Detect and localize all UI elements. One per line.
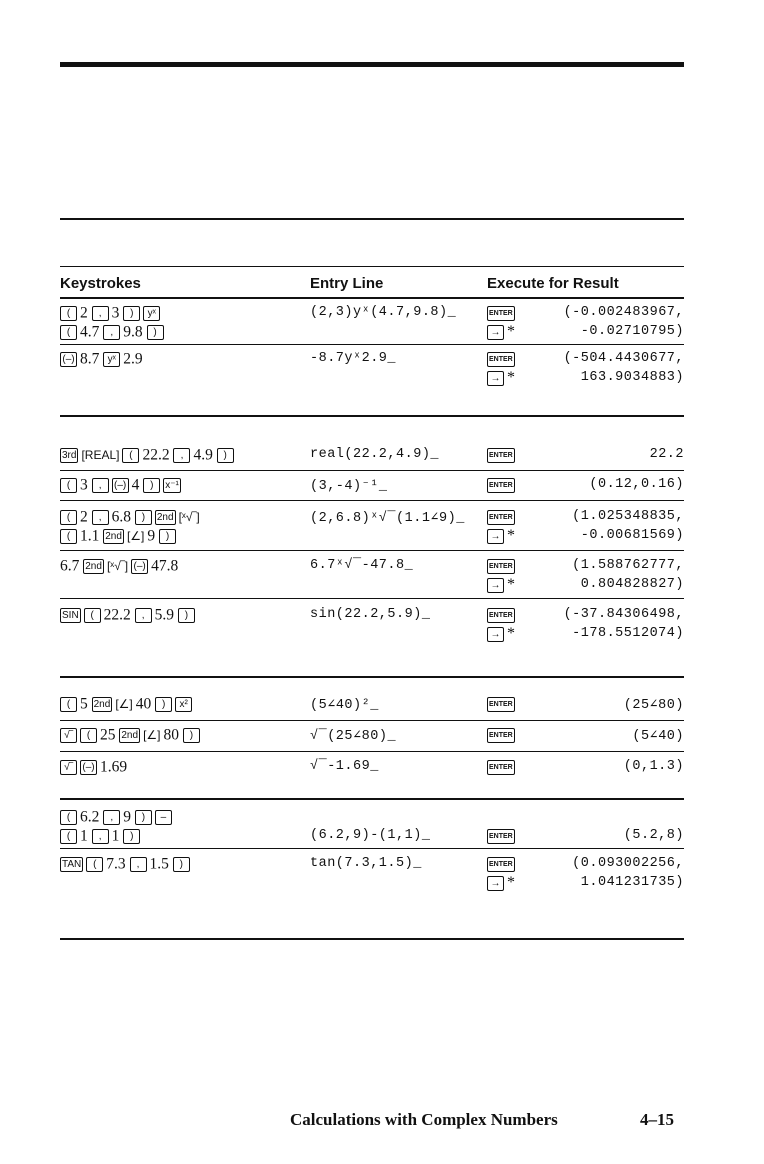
key-comma: ,: [103, 325, 120, 340]
row-divider: [60, 550, 684, 551]
entry-line: (5∠40)²_: [310, 698, 379, 713]
table-row: [60, 855, 684, 895]
keystroke-value: 1: [80, 827, 88, 845]
keystrokes: [60, 304, 163, 322]
key-lparen: (: [60, 325, 77, 340]
execute-keys: [487, 827, 518, 845]
table-row: [60, 446, 684, 468]
result: (1.588762777,: [572, 558, 684, 573]
keystroke-value: 8.7: [80, 350, 100, 368]
keystrokes: [60, 323, 167, 341]
execute-keys: [487, 369, 515, 387]
store-arrow-icon: →: [487, 371, 504, 386]
store-arrow-icon: →: [487, 876, 504, 891]
execute-keys: [487, 874, 515, 892]
result: (5.2,8): [623, 828, 684, 843]
keystrokes: [60, 827, 143, 845]
key-sin: SIN: [62, 609, 79, 621]
key-comma: ,: [130, 857, 147, 872]
result: (0.12,0.16): [589, 477, 684, 492]
row-divider: [60, 848, 684, 849]
star-mark: *: [507, 323, 515, 340]
entry-line: (6.2,9)-(1,1)_: [310, 828, 431, 843]
angle-function-label: [∠]: [126, 529, 145, 544]
key-xinv: x⁻¹: [165, 479, 179, 491]
key-rparen: ): [123, 306, 140, 321]
keystroke-value: 2: [80, 508, 88, 526]
table-row: [60, 476, 684, 498]
enter-key-icon: ENTER: [487, 352, 515, 367]
entry-line: real(22.2,4.9)_: [310, 447, 440, 462]
result: (25∠80): [623, 698, 684, 713]
keystroke-value: 4: [131, 476, 140, 494]
group-divider: [60, 676, 684, 678]
enter-key-icon: ENTER: [487, 857, 515, 872]
result: (-37.84306498,: [563, 607, 684, 622]
key-lparen: (: [60, 478, 77, 493]
key-comma: ,: [92, 510, 109, 525]
angle-function-label: [∠]: [143, 728, 161, 743]
key-rparen: ): [183, 728, 200, 743]
result: 0.804828827): [580, 577, 684, 592]
keystroke-value: 7.3: [106, 855, 126, 873]
entry-line: (2,3)yˣ(4.7,9.8)_: [310, 305, 457, 320]
enter-key-icon: ENTER: [487, 829, 515, 844]
header-rule: [60, 297, 684, 299]
header-execute: Execute for Result: [487, 275, 619, 292]
execute-keys: [487, 606, 518, 624]
keystroke-value: 3: [80, 476, 88, 494]
keystroke-value: 9.8: [123, 323, 143, 341]
keystroke-value: 6.7: [60, 557, 80, 575]
enter-key-icon: ENTER: [487, 510, 515, 525]
keystrokes: [60, 527, 179, 545]
enter-key-icon: ENTER: [487, 608, 515, 623]
key-2nd: 2nd: [121, 729, 139, 741]
result: (0,1.3): [623, 759, 684, 774]
key-comma: ,: [92, 478, 109, 493]
execute-keys: [487, 304, 518, 322]
table-row: [60, 758, 684, 780]
group-divider: [60, 798, 684, 800]
key-lparen: (: [86, 857, 103, 872]
keystroke-value: 2: [80, 304, 88, 322]
execute-keys: [487, 446, 518, 464]
key-x2: x²: [175, 697, 192, 712]
table-bottom-rule: [60, 938, 684, 940]
key-tan: TAN: [62, 858, 82, 870]
keystroke-value: 1.1: [80, 527, 100, 545]
keystroke-value: 5: [80, 695, 88, 713]
table-row: [60, 304, 684, 344]
keystrokes: [60, 557, 178, 575]
enter-key-icon: ENTER: [487, 306, 515, 321]
keystroke-value: 4.9: [193, 446, 213, 464]
keystrokes: [60, 758, 127, 776]
key-3rd: 3rd: [62, 449, 77, 461]
enter-key-icon: ENTER: [487, 448, 515, 463]
header-entry-line: Entry Line: [310, 275, 384, 292]
result: (-0.002483967,: [563, 305, 684, 320]
key-rparen: ): [155, 697, 172, 712]
table-top-rule: [60, 266, 684, 267]
enter-key-icon: ENTER: [487, 760, 515, 775]
key-lparen: (: [60, 529, 77, 544]
result: 163.9034883): [580, 370, 684, 385]
row-divider: [60, 751, 684, 752]
xroot-function-label: [ˣ√‾]: [178, 510, 200, 525]
result: -0.02710795): [580, 324, 684, 339]
star-mark: *: [507, 625, 515, 642]
keystroke-value: 4.7: [80, 323, 100, 341]
keystrokes: [60, 350, 143, 368]
row-divider: [60, 720, 684, 721]
xroot-function-label: [ˣ√‾]: [106, 559, 129, 574]
result: (0.093002256,: [572, 856, 684, 871]
table-row: [60, 726, 684, 748]
star-mark: *: [507, 527, 515, 544]
result: -0.00681569): [580, 528, 684, 543]
table-row: [60, 808, 684, 848]
key-comma: ,: [173, 448, 190, 463]
key-yx: yˣ: [143, 306, 160, 321]
keystrokes: [60, 855, 193, 873]
execute-keys: [487, 758, 518, 776]
keystroke-value: 1: [111, 827, 120, 845]
keystrokes: [60, 446, 237, 464]
key-sqrt: √‾: [60, 728, 77, 743]
top-thick-rule: [60, 62, 684, 67]
key-rparen: ): [178, 608, 195, 623]
store-arrow-icon: →: [487, 627, 504, 642]
enter-key-icon: ENTER: [487, 728, 515, 743]
keystroke-value: 6.8: [111, 508, 131, 526]
keystroke-value: 5.9: [154, 606, 175, 624]
keystroke-value: 80: [163, 726, 179, 744]
entry-line: sin(22.2,5.9)_: [310, 607, 431, 622]
key-2nd: 2nd: [156, 511, 174, 523]
execute-keys: [487, 323, 515, 341]
keystroke-value: 25: [100, 726, 116, 744]
key-rparen: ): [217, 448, 234, 463]
execute-keys: [487, 476, 518, 494]
key-lparen: (: [80, 728, 97, 743]
star-mark: *: [507, 576, 515, 593]
keystrokes: [60, 508, 203, 526]
enter-key-icon: ENTER: [487, 559, 515, 574]
keystroke-value: 22.2: [142, 446, 170, 464]
keystrokes: [60, 606, 198, 624]
star-mark: *: [507, 369, 515, 386]
keystroke-value: 47.8: [151, 557, 179, 575]
keystroke-value: 9: [123, 808, 131, 826]
execute-keys: [487, 695, 518, 713]
store-arrow-icon: →: [487, 325, 504, 340]
key-rparen: ): [143, 478, 160, 493]
execute-keys: [487, 726, 518, 744]
table-row: [60, 508, 684, 548]
row-divider: [60, 598, 684, 599]
key-comma: ,: [92, 306, 109, 321]
keystroke-value: 9: [147, 527, 156, 545]
entry-line: -8.7yˣ2.9_: [310, 351, 397, 366]
keystroke-value: 3: [111, 304, 120, 322]
key-rparen: ): [173, 857, 190, 872]
result: (1.025348835,: [572, 509, 684, 524]
execute-keys: [487, 855, 518, 873]
key-neg: (–): [60, 352, 77, 367]
result: 22.2: [649, 447, 684, 462]
execute-keys: [487, 557, 518, 575]
row-divider: [60, 344, 684, 345]
execute-keys: [487, 527, 515, 545]
header-keystrokes: Keystrokes: [60, 275, 141, 292]
footer-title: Calculations with Complex Numbers: [290, 1110, 558, 1129]
key-lparen: (: [84, 608, 101, 623]
result: (5∠40): [632, 729, 684, 744]
table-row: [60, 695, 684, 717]
entry-line: (2,6.8)ˣ√‾(1.1∠9)_: [310, 511, 465, 526]
enter-key-icon: ENTER: [487, 697, 515, 712]
row-divider: [60, 470, 684, 471]
execute-keys: [487, 576, 515, 594]
key-lparen: (: [60, 510, 77, 525]
key-neg: (–): [112, 478, 129, 493]
execute-keys: [487, 508, 518, 526]
key-sqrt: √‾: [60, 760, 77, 775]
key-yx: yˣ: [103, 352, 120, 367]
result: -178.5512074): [572, 626, 684, 641]
key-lparen: (: [60, 306, 77, 321]
page-number: 4–15: [640, 1110, 674, 1129]
section-rule-1: [60, 218, 684, 220]
keystroke-value: 2.9: [123, 350, 143, 368]
key-neg: (–): [131, 559, 148, 574]
result: (-504.4430677,: [563, 351, 684, 366]
row-divider: [60, 500, 684, 501]
key-2nd: 2nd: [93, 698, 111, 710]
table-row: [60, 557, 684, 597]
keystroke-value: 1.69: [100, 758, 128, 776]
key-comma: ,: [135, 608, 152, 623]
key-lparen: (: [60, 810, 77, 825]
key-2nd: 2nd: [105, 530, 122, 542]
key-minus: –: [155, 810, 172, 825]
key-rparen: ): [123, 829, 140, 844]
entry-line: tan(7.3,1.5)_: [310, 856, 422, 871]
keystroke-value: 6.2: [80, 808, 100, 826]
keystroke-value: 22.2: [103, 606, 131, 624]
table-row: [60, 606, 684, 646]
key-lparen: (: [60, 697, 77, 712]
key-comma: ,: [103, 810, 120, 825]
key-2nd: 2nd: [85, 560, 102, 572]
keystrokes: [60, 695, 195, 713]
table-row: [60, 350, 684, 394]
entry-line: √‾(25∠80)_: [310, 729, 397, 744]
entry-line: 6.7ˣ√‾-47.8_: [310, 558, 414, 573]
star-mark: *: [507, 874, 515, 891]
key-rparen: ): [135, 810, 152, 825]
store-arrow-icon: →: [487, 578, 504, 593]
keystrokes: [60, 476, 184, 494]
real-function-label: [REAL]: [81, 448, 120, 463]
key-rparen: ): [135, 510, 152, 525]
enter-key-icon: ENTER: [487, 478, 515, 493]
result: 1.041231735): [580, 875, 684, 890]
angle-function-label: [∠]: [115, 697, 133, 712]
key-rparen: ): [147, 325, 164, 340]
group-divider: [60, 415, 684, 417]
keystroke-value: 40: [135, 695, 152, 713]
keystroke-value: 1.5: [149, 855, 169, 873]
keystrokes: [60, 726, 203, 744]
execute-keys: [487, 350, 518, 368]
key-comma: ,: [92, 829, 109, 844]
execute-keys: [487, 625, 515, 643]
key-lparen: (: [60, 829, 77, 844]
key-neg: (–): [80, 760, 97, 775]
keystrokes: [60, 808, 175, 826]
store-arrow-icon: →: [487, 529, 504, 544]
entry-line: (3,-4)⁻¹_: [310, 479, 388, 494]
key-rparen: ): [159, 529, 176, 544]
key-lparen: (: [122, 448, 139, 463]
entry-line: √‾-1.69_: [310, 759, 379, 774]
